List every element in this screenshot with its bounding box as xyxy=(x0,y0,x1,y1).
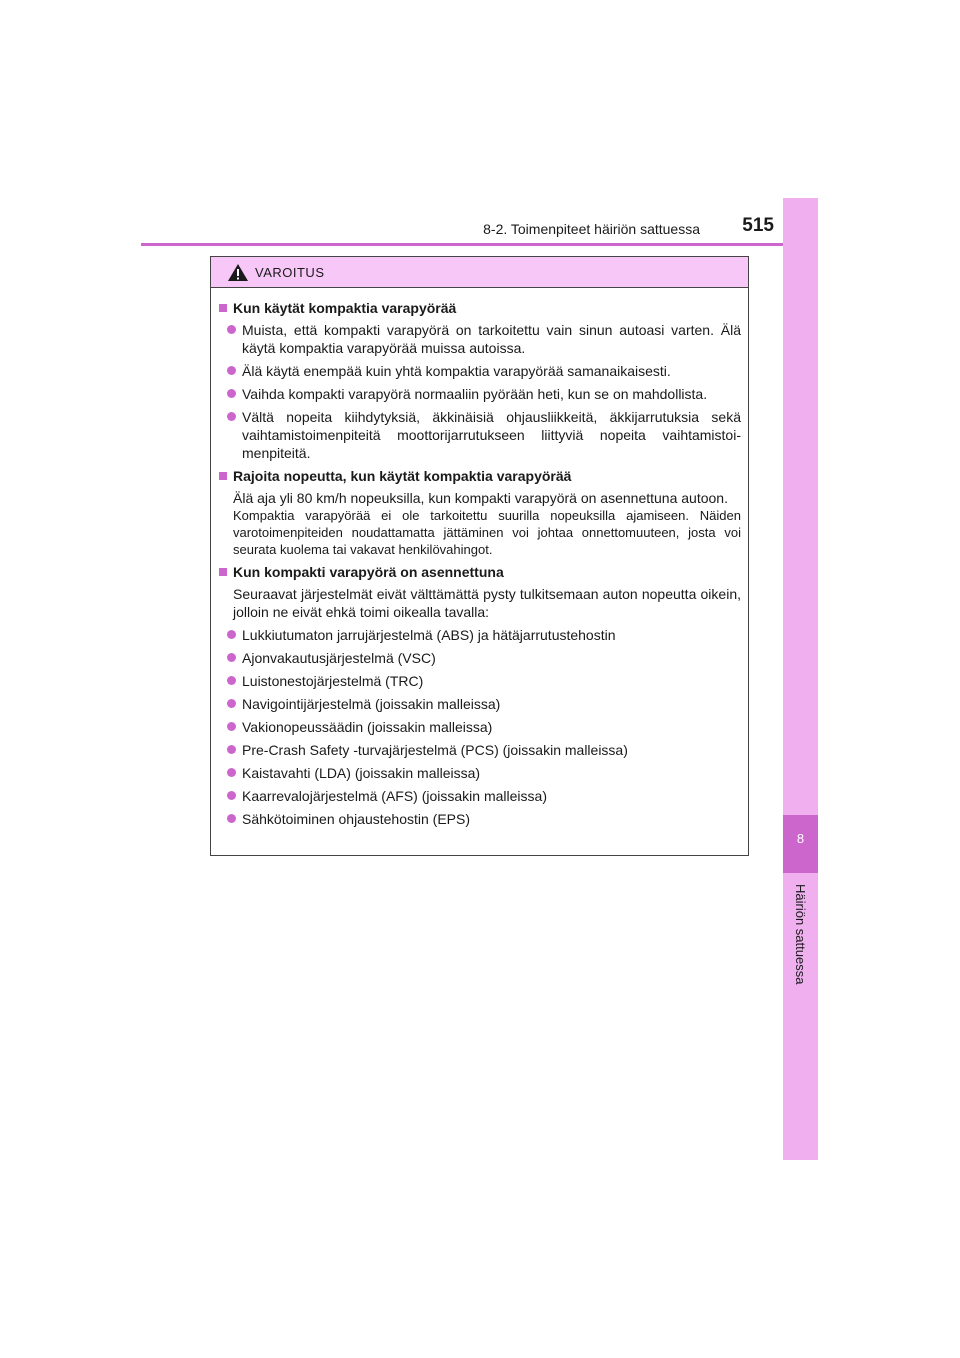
warning-box xyxy=(210,256,749,856)
round-bullet-icon xyxy=(227,814,236,823)
square-bullet-icon xyxy=(219,472,227,480)
section-title: Rajoita nopeutta, kun käytät kompaktia varapyörää xyxy=(219,467,741,485)
paragraph: Seuraavat järjestelmät eivät välttämättä pysty tulkitsemaan auton nopeutta oikein, jolloin ne eivät ehkä toimi oikealla tavalla: xyxy=(233,586,741,620)
page-number: 515 xyxy=(742,215,774,236)
warning-body xyxy=(211,288,748,828)
warning-triangle-icon xyxy=(227,263,249,282)
list-item: Lukkiutumaton jarrujärjestelmä (ABS) ja hätäjarrutustehostin xyxy=(219,626,741,644)
list-item: Vakionopeussäädin (joissakin malleissa) xyxy=(219,718,741,736)
warning-title: VAROITUS xyxy=(255,264,325,280)
list-item: Sähkötoiminen ohjaustehostin (EPS) xyxy=(219,810,741,828)
header-section-title: 8-2. Toimenpiteet häiriön sattuessa xyxy=(483,221,700,237)
list-item: Kaistavahti (LDA) (joissakin malleissa) xyxy=(219,764,741,782)
warning-section xyxy=(219,467,741,558)
round-bullet-icon xyxy=(227,676,236,685)
paragraph: Älä aja yli 80 km/h nopeuksilla, kun kompakti varapyörä on asennettuna autoon. xyxy=(233,490,728,506)
round-bullet-icon xyxy=(227,791,236,800)
round-bullet-icon xyxy=(227,366,236,375)
section-title: Kun kompakti varapyörä on asennettuna xyxy=(219,563,741,581)
list-item: Älä käytä enempää kuin yhtä kompaktia varapyörää samanaikaisesti. xyxy=(219,362,741,380)
list-item: Muista, että kompakti varapyörä on tarkoitettu vain sinun autoasi varten. Älä käytä kompaktia varapyörää muissa autoissa. xyxy=(219,321,741,357)
chapter-number: 8 xyxy=(796,831,805,846)
warning-section xyxy=(219,299,741,462)
round-bullet-icon xyxy=(227,412,236,421)
round-bullet-icon xyxy=(227,653,236,662)
list-item: Vältä nopeita kiihdytyksiä, äkkinäisiä ohjausliikkeitä, äkkijarrutuksia sekä vaihtamistoimenpiteitä moottorijarrutukseen liittyviä nopeita vaihtamistoi-menpiteitä. xyxy=(219,408,741,462)
round-bullet-icon xyxy=(227,630,236,639)
section-title: Kun käytät kompaktia varapyörää xyxy=(219,299,741,317)
round-bullet-icon xyxy=(227,768,236,777)
list-item: Kaarrevalojärjestelmä (AFS) (joissakin malleissa) xyxy=(219,787,741,805)
round-bullet-icon xyxy=(227,699,236,708)
chapter-label: Häiriön sattuessa xyxy=(793,884,808,985)
list-item: Vaihda kompakti varapyörä normaaliin pyörään heti, kun se on mahdollista. xyxy=(219,385,741,403)
paragraph: Kompaktia varapyörää ei ole tarkoitettu suurilla nopeuksilla ajamiseen. Näiden varotoimenpiteiden noudattamatta jättäminen voi johtaa onnettomuuteen, josta voi seurata kuolema tai vakavat henkilövahingot. xyxy=(233,508,741,557)
warning-section xyxy=(219,563,741,828)
list-item: Ajonvakautusjärjestelmä (VSC) xyxy=(219,649,741,667)
square-bullet-icon xyxy=(219,568,227,576)
round-bullet-icon xyxy=(227,389,236,398)
list-item: Luistonestojärjestelmä (TRC) xyxy=(219,672,741,690)
round-bullet-icon xyxy=(227,745,236,754)
header-divider xyxy=(141,243,818,246)
warning-header xyxy=(211,257,748,288)
list-item: Pre-Crash Safety -turvajärjestelmä (PCS) (joissakin malleissa) xyxy=(219,741,741,759)
round-bullet-icon xyxy=(227,722,236,731)
chapter-tab-strip xyxy=(783,198,818,1160)
square-bullet-icon xyxy=(219,304,227,312)
round-bullet-icon xyxy=(227,325,236,334)
list-item: Navigointijärjestelmä (joissakin malleissa) xyxy=(219,695,741,713)
